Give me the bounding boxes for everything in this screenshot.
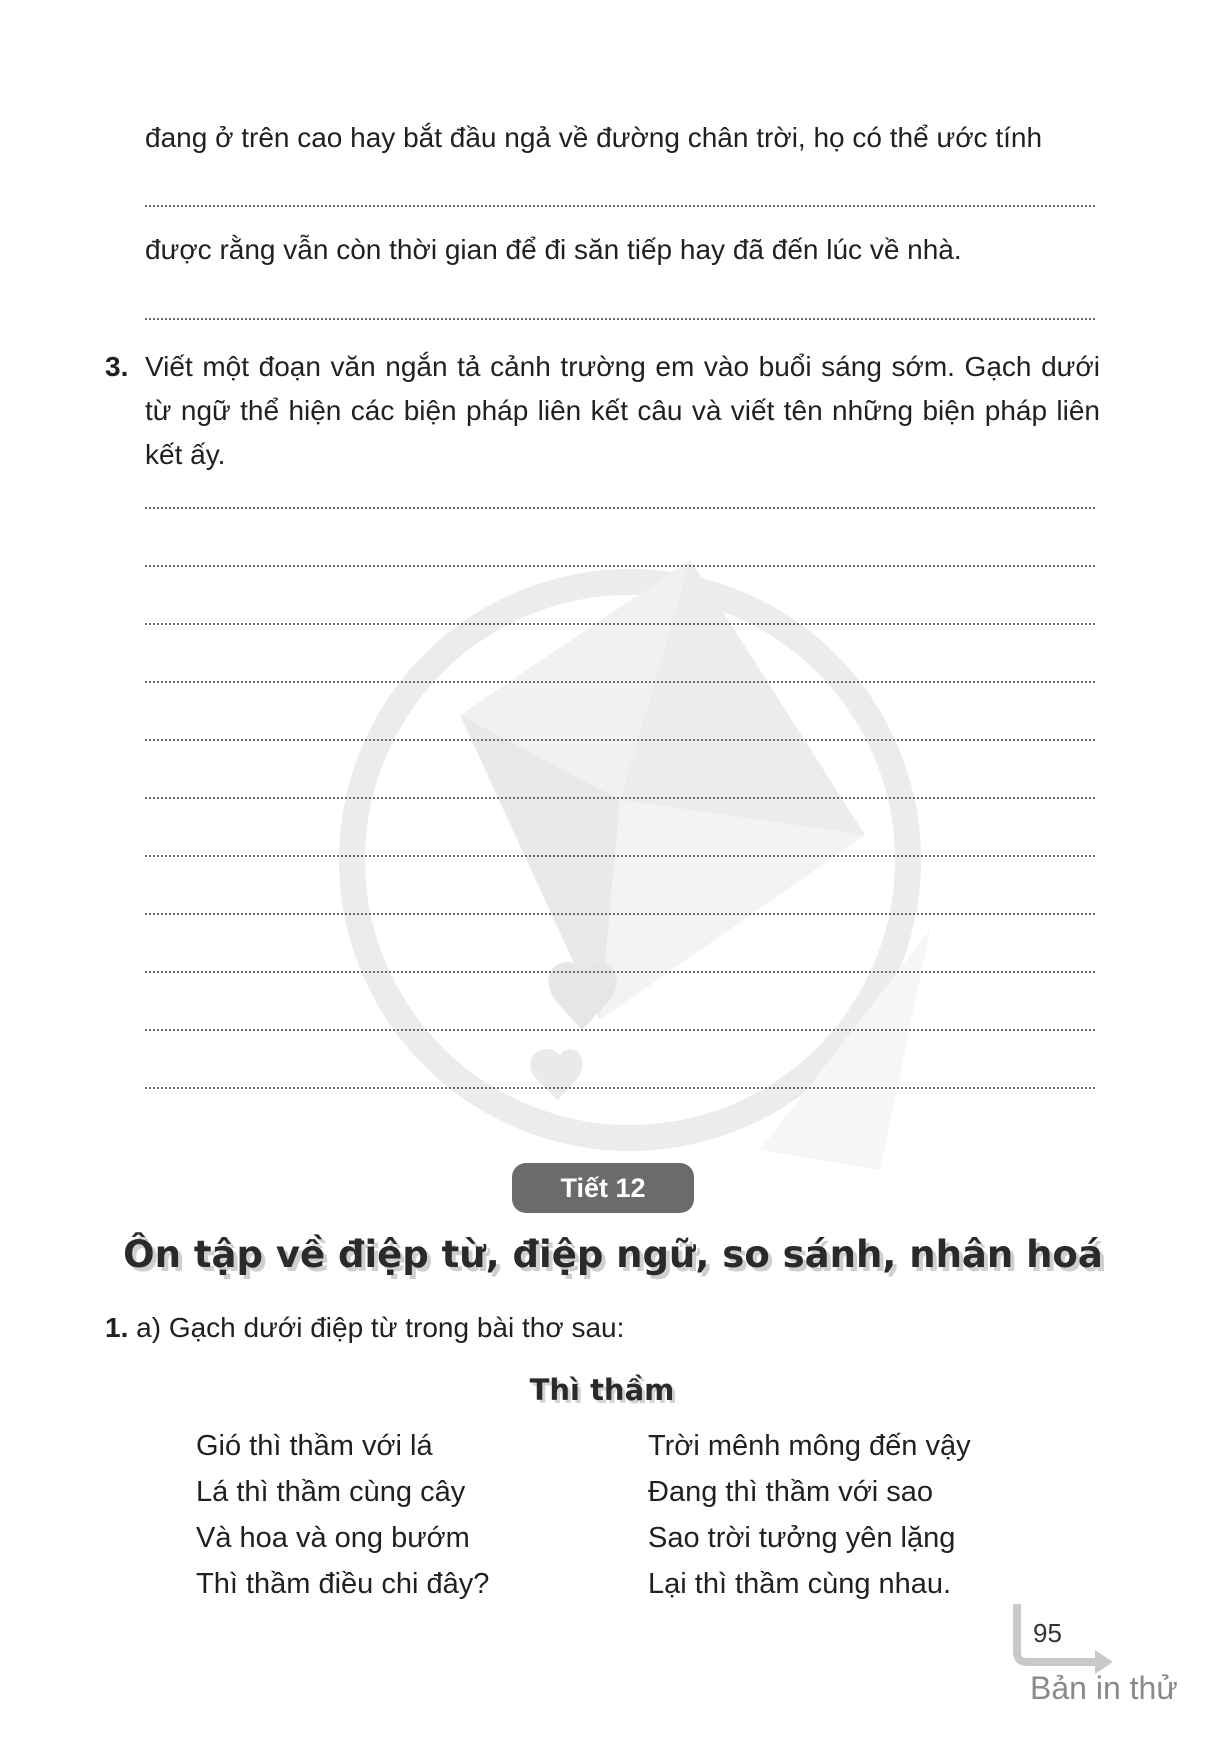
exercise-number: 1. — [105, 1312, 129, 1343]
lesson-badge: Tiết 12 — [512, 1163, 694, 1213]
exercise-instruction: a) Gạch dưới điệp từ trong bài thơ sau: — [136, 1312, 625, 1343]
poem-line: Gió thì thầm với lá — [196, 1430, 433, 1462]
answer-dotted-line[interactable] — [145, 797, 1095, 799]
question-text: Viết một đoạn văn ngắn tả cảnh trường em vào buổi sáng sớm. Gạch dưới từ ngữ thể hiện các biện pháp liên kết câu và viết tên những biện pháp liên kết ấy. — [145, 351, 1100, 470]
answer-dotted-line[interactable] — [145, 971, 1095, 973]
answer-dotted-line[interactable] — [145, 1087, 1095, 1089]
continuation-line-2: được rằng vẫn còn thời gian để đi săn tiếp hay đã đến lúc về nhà. — [145, 234, 962, 265]
poem-line: Trời mênh mông đến vậy — [648, 1430, 971, 1462]
poem-stanza-right — [648, 1423, 971, 1607]
answer-dotted-line[interactable] — [145, 565, 1095, 567]
poem-line: Lại thì thầm cùng nhau. — [648, 1568, 952, 1600]
poem-line: Sao trời tưởng yên lặng — [648, 1522, 956, 1554]
answer-dotted-line[interactable] — [145, 855, 1095, 857]
answer-dotted-line[interactable] — [145, 681, 1095, 683]
answer-dotted-line[interactable] — [145, 205, 1095, 207]
print-label: Bản in thử — [1030, 1670, 1178, 1706]
answer-dotted-line[interactable] — [145, 913, 1095, 915]
poem-line: Thì thầm điều chi đây? — [196, 1568, 490, 1600]
answer-dotted-line[interactable] — [145, 1029, 1095, 1031]
section-title: Ôn tập về điệp từ, điệp ngữ, so sánh, nhân hoá — [123, 1233, 1103, 1276]
answer-dotted-line[interactable] — [145, 318, 1095, 320]
poem-title: Thì thầm — [529, 1373, 675, 1407]
poem-line: Và hoa và ong bướm — [196, 1522, 470, 1554]
poem-line: Lá thì thầm cùng cây — [196, 1476, 466, 1508]
poem-stanza-left — [196, 1423, 489, 1607]
answer-dotted-line[interactable] — [145, 739, 1095, 741]
page-number: 95 — [1033, 1618, 1062, 1648]
answer-dotted-line[interactable] — [145, 507, 1095, 509]
continuation-line-1: đang ở trên cao hay bắt đầu ngả về đường chân trời, họ có thể ước tính — [145, 122, 1043, 153]
question-number: 3. — [105, 351, 129, 382]
answer-dotted-line[interactable] — [145, 623, 1095, 625]
question-3 — [105, 345, 1100, 477]
poem-line: Đang thì thầm với sao — [648, 1476, 933, 1508]
exercise-1 — [105, 1312, 624, 1344]
watermark-logo — [320, 550, 940, 1170]
